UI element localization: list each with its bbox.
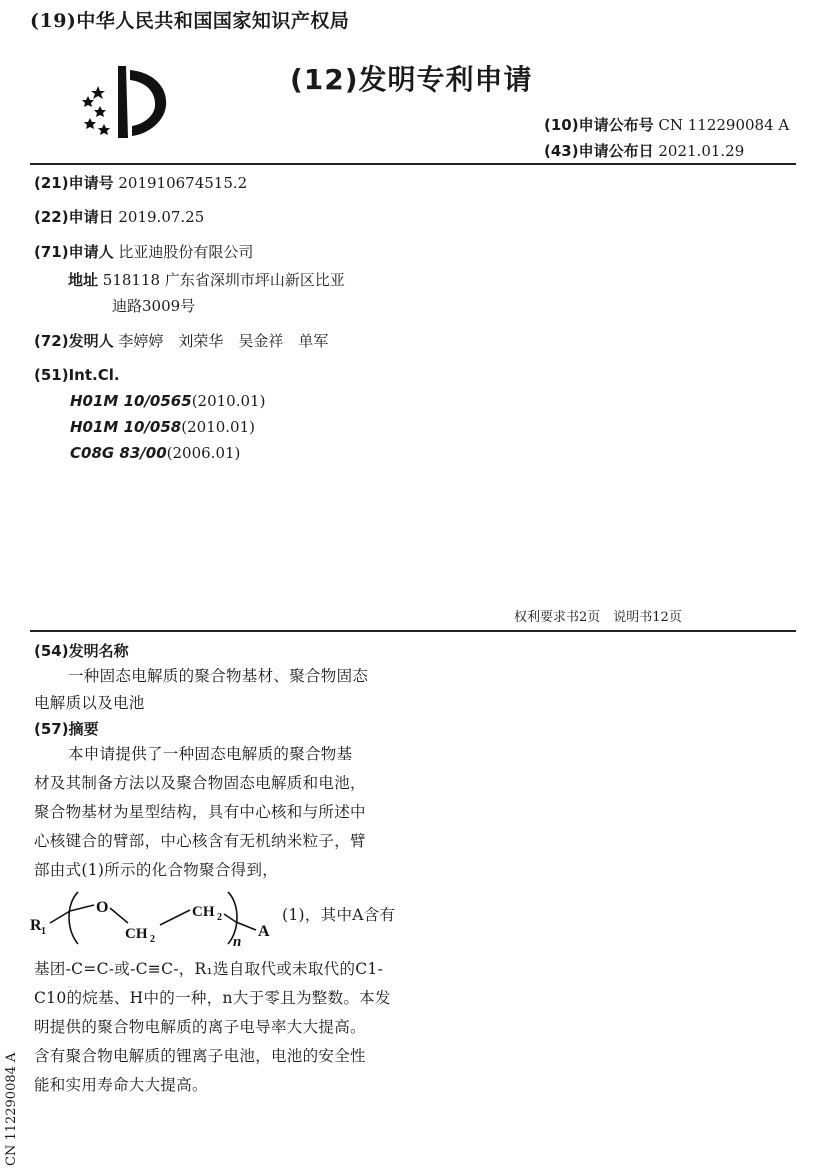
- formula-bond: [160, 910, 190, 925]
- formula-bond: [236, 922, 256, 930]
- formula-oxygen: O: [96, 899, 109, 916]
- ipc-code: H01M 10/0565: [70, 392, 192, 410]
- application-number: 201910674515.2: [118, 174, 248, 192]
- formula-ch2-upper-sub: 2: [217, 912, 222, 923]
- publication-date: 2021.01.29: [658, 142, 745, 160]
- invention-title-line: 电解质以及电池: [34, 694, 145, 712]
- inventors: 李婷婷 刘荣华 吴金祥 单军: [118, 332, 329, 350]
- application-number-label: (21)申请号: [34, 174, 114, 192]
- publication-date-label: (43)申请公布日: [544, 142, 654, 160]
- formula-ch2-lower-sub: 2: [150, 934, 155, 945]
- formula-bond: [110, 908, 128, 923]
- chemical-formula: [30, 878, 280, 952]
- abstract-line: 明提供的聚合物电解质的离子电导率大大提高。: [34, 1018, 366, 1036]
- formula-ch2-upper: CH: [192, 904, 215, 920]
- application-date-label: (22)申请日: [34, 208, 114, 226]
- formula-bond: [224, 914, 236, 922]
- ipc-version: (2010.01): [181, 418, 255, 436]
- address-line2: 迪路3009号: [112, 297, 196, 315]
- formula-a: A: [258, 923, 270, 940]
- abstract-line: C10的烷基、H中的一种，n大于零且为整数。本发: [34, 989, 391, 1007]
- ipc-entry: [70, 418, 255, 436]
- document-type: (12)发明专利申请: [290, 63, 533, 96]
- publication-number-row: [544, 114, 789, 135]
- applicant-label: (71)申请人: [34, 243, 114, 261]
- address-line1: 518118 广东省深圳市坪山新区比亚: [102, 271, 345, 289]
- ipc-entry: [70, 444, 240, 462]
- formula-r1: R: [30, 917, 42, 934]
- address-label: 地址: [68, 271, 99, 289]
- abstract-line: 能和实用寿命大大提高。: [34, 1076, 208, 1094]
- issuing-office: (19)中华人民共和国国家知识产权局: [30, 10, 350, 32]
- publication-date-row: [544, 140, 744, 161]
- abstract-line: 材及其制备方法以及聚合物固态电解质和电池，: [34, 774, 366, 792]
- formula-bond: [50, 911, 70, 923]
- side-publication-number: CN 112290084 A: [4, 1052, 19, 1166]
- abstract-line: 部由式(1)所示的化合物聚合得到，: [34, 861, 279, 879]
- formula-n: n: [233, 934, 242, 950]
- applicant: 比亚迪股份有限公司: [118, 243, 254, 261]
- abstract-label: (57)摘要: [34, 720, 99, 738]
- application-date-row: [34, 206, 204, 227]
- inventors-row: [34, 330, 328, 351]
- publication-number: CN 112290084 A: [658, 116, 790, 134]
- formula-ch2-lower: CH: [125, 926, 148, 942]
- abstract-line: 基团-C=C-或-C≡C-，R₁选自取代或未取代的C1-: [34, 960, 384, 978]
- ipc-version: (2006.01): [166, 444, 241, 462]
- formula-bond: [70, 905, 94, 911]
- cnipa-logo: [78, 62, 172, 142]
- ipc-entry: [70, 392, 265, 410]
- ipc-code: H01M 10/058: [70, 418, 182, 436]
- section-divider: [30, 630, 796, 632]
- inventors-label: (72)发明人: [34, 332, 114, 350]
- abstract-line: 含有聚合物电解质的锂离子电池，电池的安全性: [34, 1047, 366, 1065]
- application-number-row: [34, 172, 247, 193]
- publication-number-label: (10)申请公布号: [544, 116, 654, 134]
- ipc-version: (2010.01): [191, 392, 266, 410]
- ipc-label: (51)Int.Cl.: [34, 366, 120, 384]
- formula-paren-left: [69, 892, 78, 944]
- applicant-row: [34, 241, 253, 262]
- invention-title-label: (54)发明名称: [34, 642, 129, 660]
- address-row: [68, 269, 345, 290]
- abstract-line: 本申请提供了一种固态电解质的聚合物基: [68, 745, 353, 763]
- page-count-info: 权利要求书2页 说明书12页: [514, 610, 682, 625]
- header-divider: [30, 163, 796, 165]
- application-date: 2019.07.25: [118, 208, 205, 226]
- abstract-line: 心核键合的臂部，中心核含有无机纳米粒子，臂: [34, 832, 366, 850]
- invention-title-line: 一种固态电解质的聚合物基材、聚合物固态: [68, 667, 369, 685]
- ipc-code: C08G 83/00: [70, 444, 167, 462]
- formula-r1-sub: 1: [41, 926, 46, 937]
- abstract-line: 聚合物基材为星型结构，具有中心核和与所述中: [34, 803, 366, 821]
- formula-caption: (1)，其中A含有: [282, 906, 396, 924]
